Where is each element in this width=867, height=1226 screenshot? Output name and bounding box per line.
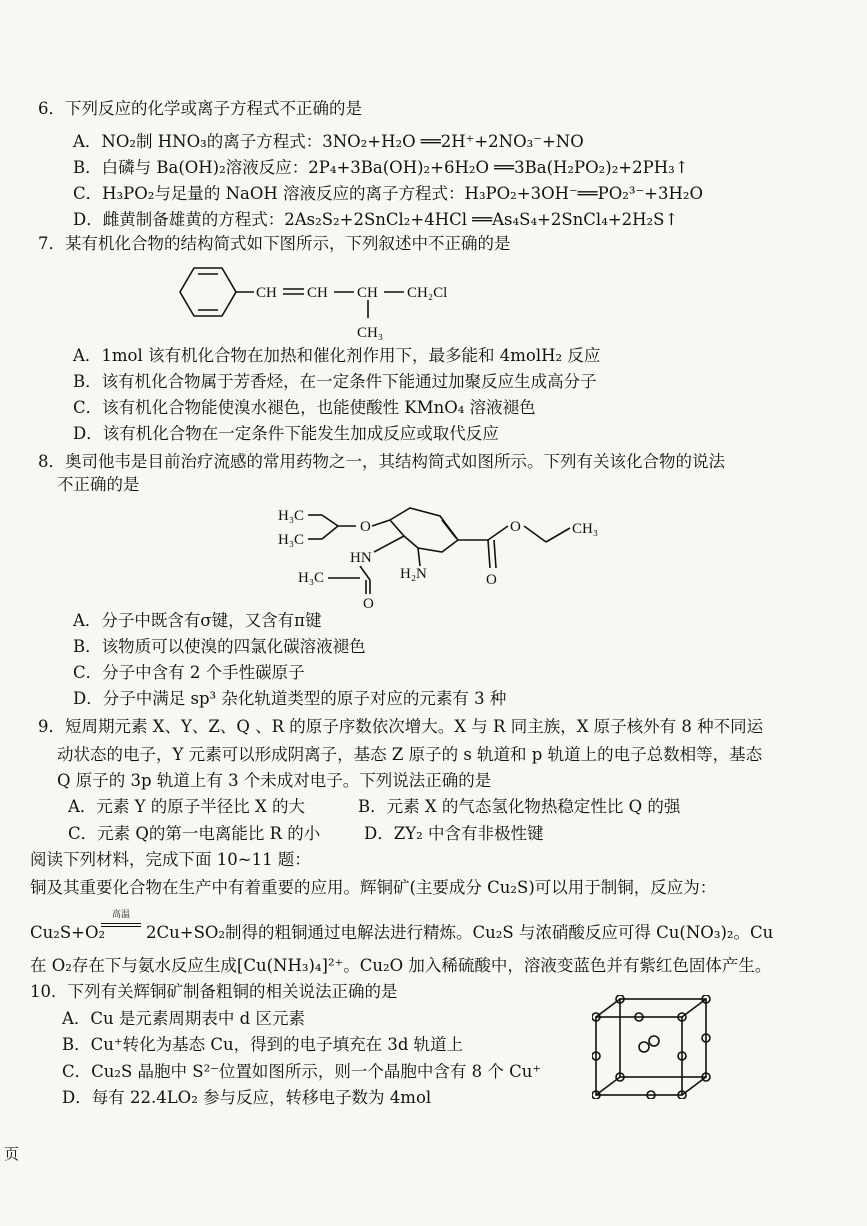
q8-ether-o: O bbox=[360, 519, 371, 535]
q6-option-a: A．NO₂制 HNO₃的离子方程式：3NO₂+H₂O ══2H⁺+2NO₃⁻+NO bbox=[73, 132, 584, 151]
q9-option-d: D．ZY₂ 中含有非极性键 bbox=[364, 824, 544, 843]
q9-option-a: A．元素 Y 的原子半径比 X 的大 bbox=[68, 797, 306, 816]
q6-stem: 6．下列反应的化学或离子方程式不正确的是 bbox=[38, 99, 362, 118]
q8-amine-h2n: H₂N bbox=[400, 566, 427, 582]
q8-stem-line1: 8．奥司他韦是目前治疗流感的常用药物之一，其结构简式如图所示。下列有关该化合物的说法 bbox=[38, 452, 725, 471]
q7-stem: 7．某有机化合物的结构简式如下图所示，下列叙述中不正确的是 bbox=[38, 234, 511, 253]
q8-ethyl-ch3: CH₃ bbox=[572, 521, 599, 537]
q8-option-a: A．分子中既含有σ键，又含有π键 bbox=[73, 611, 322, 630]
reading-paragraph-line1: 铜及其重要化合物在生产中有着重要的应用。辉铜矿(主要成分 Cu₂S)可以用于制铜，反应为： bbox=[30, 878, 717, 897]
q7-group-ch1: CH bbox=[256, 285, 277, 301]
q8-option-d: D．分子中满足 sp³ 杂化轨道类型的原子对应的元素有 3 种 bbox=[73, 689, 507, 708]
cu2s-unit-cell-diagram bbox=[592, 995, 722, 1099]
reading-intro: 阅读下列材料，完成下面 10~11 题： bbox=[30, 850, 311, 869]
q7-option-a: A．1mol 该有机化合物在加热和催化剂作用下，最多能和 4molH₂ 反应 bbox=[73, 346, 601, 365]
q9-stem-line1: 9．短周期元素 X、Y、Z、Q 、R 的原子序数依次增大。X 与 R 同主族，X 原子核外有 8 种不同运 bbox=[38, 717, 764, 736]
q6-option-d: D．雌黄制备雄黄的方程式：2As₂S₂+2SnCl₂+4HCl ══As₄S₄+2SnCl₄+2H₂S↑ bbox=[73, 210, 679, 229]
reaction-condition-text: 高温 bbox=[111, 910, 130, 920]
q8-option-c: C．分子中含有 2 个手性碳原子 bbox=[73, 663, 305, 682]
q8-acetyl-h3c: H₃C bbox=[298, 570, 325, 586]
q8-ester-o: O bbox=[510, 519, 521, 535]
q6-option-c: C．H₃PO₂与足量的 NaOH 溶液反应的离子方程式：H₃PO₂+3OH⁻══PO₂³⁻+3H₂O bbox=[73, 184, 704, 203]
reaction-condition-arrow bbox=[101, 910, 141, 934]
q9-stem-line2: 动状态的电子，Y 元素可以形成阴离子，基态 Z 原子的 s 轨道和 p 轨道上的电子总数相等，基态 bbox=[57, 745, 763, 764]
q9-option-b: B．元素 X 的气态氢化物热稳定性比 Q 的强 bbox=[358, 797, 681, 816]
q6-option-b: B．白磷与 Ba(OH)₂溶液反应：2P₄+3Ba(OH)₂+6H₂O ══3Ba(H₂PO₂)₂+2PH₃↑ bbox=[73, 158, 689, 177]
q8-h3c-mid: H₃C bbox=[278, 532, 305, 548]
page-footer: 页 bbox=[4, 1145, 20, 1163]
reading-paragraph-line2: 2Cu+SO₂制得的粗铜通过电解法进行精炼。Cu₂S 与浓硝酸反应可得 Cu(NO₃)₂。Cu bbox=[146, 923, 774, 942]
q10-option-c: C．Cu₂S 晶胞中 S²⁻位置如图所示，则一个晶胞中含有 8 个 Cu⁺ bbox=[62, 1062, 542, 1081]
q10-option-a: A．Cu 是元素周期表中 d 区元素 bbox=[62, 1009, 305, 1028]
q8-h3c-top: H₃C bbox=[278, 508, 305, 524]
reading-paragraph-line3: 在 O₂存在下与氨水反应生成[Cu(NH₃)₄]²⁺。Cu₂O 加入稀硫酸中，溶液变蓝色并有紫红色固体产生。 bbox=[30, 956, 772, 975]
q7-option-c: C．该有机化合物能使溴水褪色，也能使酸性 KMnO₄ 溶液褪色 bbox=[73, 398, 536, 417]
q10-option-d: D．每有 22.4LO₂ 参与反应，转移电子数为 4mol bbox=[62, 1088, 432, 1107]
q8-option-b: B．该物质可以使溴的四氯化碳溶液褪色 bbox=[73, 637, 366, 656]
q7-group-ch2: CH bbox=[307, 285, 328, 301]
q9-stem-line3: Q 原子的 3p 轨道上有 3 个未成对电子。下列说法正确的是 bbox=[57, 771, 492, 790]
benzene-ring bbox=[180, 268, 236, 316]
q8-amide-o: O bbox=[363, 596, 374, 610]
q7-group-ch3: CH bbox=[357, 285, 378, 301]
q7-group-ch2cl: CH₂Cl bbox=[407, 285, 448, 301]
q7-option-d: D．该有机化合物在一定条件下能发生加成反应或取代反应 bbox=[73, 424, 499, 443]
q8-amide-hn: HN bbox=[350, 550, 372, 566]
q10-stem: 10．下列有关辉铜矿制备粗铜的相关说法正确的是 bbox=[30, 982, 398, 1001]
q10-option-b: B．Cu⁺转化为基态 Cu，得到的电子填充在 3d 轨道上 bbox=[62, 1035, 464, 1054]
q8-stem-line2: 不正确的是 bbox=[57, 475, 140, 494]
q8-structure-diagram bbox=[270, 498, 610, 610]
q7-structure-diagram bbox=[170, 258, 490, 342]
q7-group-ch3-branch: CH₃ bbox=[357, 325, 384, 341]
q7-option-b: B．该有机化合物属于芳香烃，在一定条件下能通过加聚反应生成高分子 bbox=[73, 372, 597, 391]
reading-eq-left: Cu₂S+O₂ bbox=[30, 923, 106, 942]
q8-ester-carbonyl-o: O bbox=[486, 572, 497, 588]
q9-option-c: C．元素 Q的第一电离能比 R 的小 bbox=[68, 824, 321, 843]
